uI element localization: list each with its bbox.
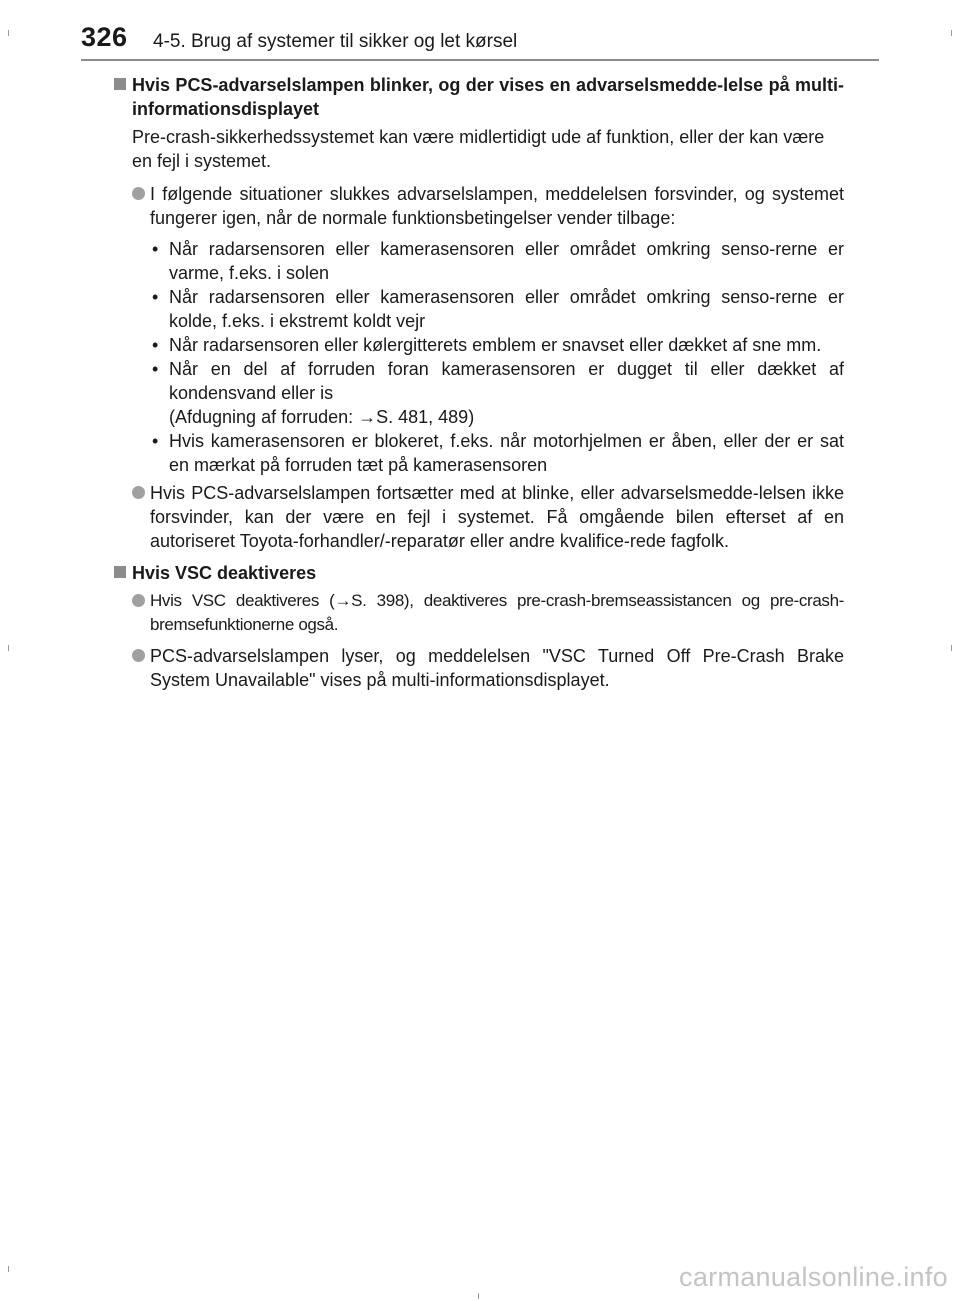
- bullet-dot-icon: •: [152, 239, 159, 259]
- crop-mark-middle-right: [951, 645, 952, 651]
- list-item-text: Hvis VSC deaktiveres (→S. 398), deaktiveres pre-crash-bremseassistancen og pre-crash-bremsefunktionerne også.: [150, 591, 844, 634]
- section-heading-pcs-blinking: [114, 73, 844, 121]
- crop-mark-middle-left: [8, 645, 9, 651]
- section-heading-vsc-off: [114, 561, 844, 585]
- bullet-dot-icon: •: [152, 431, 159, 451]
- bullet-dot-icon: •: [152, 335, 159, 355]
- watermark-brand: carmanualsonline.info: [679, 1262, 948, 1292]
- bullet-item: [150, 333, 844, 357]
- bullet-dot-icon: •: [152, 359, 159, 379]
- section-heading-text: Hvis PCS-advarselslampen blinker, og der vises en advarselsmedde-lelse på multi-informationsdisplayet: [132, 75, 844, 119]
- bullet-text: Hvis kamerasensoren er blokeret, f.eks. når motorhjelmen er åben, eller der er sat en mærkat på forruden tæt på kamerasensoren: [169, 431, 844, 475]
- bullet-text: Når radarsensoren eller kamerasensoren eller området omkring senso-rerne er kolde, f.eks. i ekstremt koldt vejr: [169, 287, 844, 331]
- page-content: [114, 73, 844, 699]
- crop-mark-top-right: [951, 30, 952, 36]
- list-item: [114, 481, 844, 553]
- bullet-item: [150, 285, 844, 333]
- page-number: 326: [81, 22, 128, 52]
- list-item-text: PCS-advarselslampen lyser, og meddelelsen "VSC Turned Off Pre-Crash Brake System Unavailable" vises på multi-informationsdisplayet.: [150, 646, 844, 690]
- section-heading-text: Hvis VSC deaktiveres: [132, 563, 317, 583]
- bullet-item: [150, 357, 844, 429]
- bullet-dot-icon: •: [152, 287, 159, 307]
- square-bullet-icon: [114, 566, 126, 578]
- header-rule: [81, 59, 879, 61]
- list-item: [114, 182, 844, 230]
- situation-list: [114, 237, 844, 477]
- circle-bullet-icon: [132, 594, 145, 607]
- circle-bullet-icon: [132, 187, 145, 200]
- list-item: [114, 589, 844, 637]
- list-item-text: Hvis PCS-advarselslampen fortsætter med at blinke, eller advarselsmedde-lelsen ikke forsvinder, kan der være en fejl i systemet. Få omgående bilen efterset af en autoriseret Toyota-forhandler/-reparatør eller andre kvalifice-rede fagfolk.: [150, 483, 844, 551]
- circle-bullet-icon: [132, 649, 145, 662]
- bullet-text: Når radarsensoren eller kølergitterets emblem er snavset eller dækket af sne mm.: [169, 335, 822, 355]
- crop-mark-bottom-center: [478, 1293, 479, 1299]
- cross-reference: (Afdugning af forruden: →S. 481, 489): [169, 407, 475, 427]
- circle-bullet-icon: [132, 486, 145, 499]
- bullet-text: Når en del af forruden foran kamerasensoren er dugget til eller dækket af kondensvand eller is: [169, 359, 844, 403]
- bullet-item: [150, 429, 844, 477]
- square-bullet-icon: [114, 78, 126, 90]
- bullet-text: Når radarsensoren eller kamerasensoren eller området omkring senso-rerne er varme, f.eks. i solen: [169, 239, 844, 283]
- crop-mark-top-left: [8, 30, 9, 36]
- crop-mark-bottom-left: [8, 1266, 9, 1272]
- chapter-title: 4-5. Brug af systemer til sikker og let kørsel: [153, 31, 518, 52]
- list-item: [114, 644, 844, 692]
- bullet-item: [150, 237, 844, 285]
- section-intro: Pre-crash-sikkerhedssystemet kan være midlertidigt ude af funktion, eller der kan være en fejl i systemet.: [132, 127, 825, 171]
- page-header: [0, 0, 960, 62]
- list-item-text: I følgende situationer slukkes advarselslampen, meddelelsen forsvinder, og systemet fungerer igen, når de normale funktionsbetingelser vender tilbage:: [150, 184, 844, 228]
